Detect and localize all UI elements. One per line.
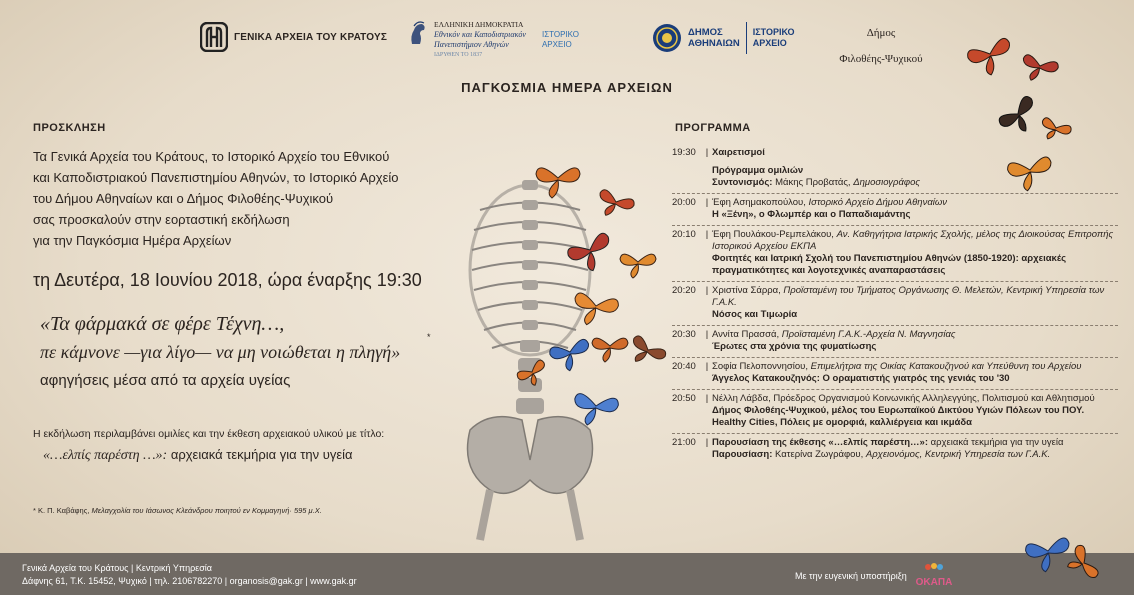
- logo-dimos-filothei-psychiko: [826, 20, 936, 72]
- invitation-line: και Καποδιστριακού Πανεπιστημίου Αθηνών, το Ιστορικό Αρχείο: [33, 170, 399, 185]
- program-speaker: [712, 229, 1118, 253]
- program-sub-role: Δημοσιογράφος: [853, 177, 921, 188]
- butterfly-icon: [997, 94, 1045, 140]
- uoa-founded: ΙΔΡΥΘΕΝ ΤΟ 1837: [434, 52, 483, 58]
- event-title: ΠΑΓΚΟΣΜΙΑ ΗΜΕΡΑ ΑΡΧΕΙΩΝ: [461, 80, 673, 95]
- uoa-archive-line1: ΙΣΤΟΡΙΚΟ: [541, 30, 579, 39]
- exhibition-presentation-desc: αρχειακά τεκμήρια για την υγεία: [930, 437, 1064, 448]
- program-sub-name: Κατερίνα Ζωγράφου,: [775, 449, 864, 460]
- program-separator: |: [705, 229, 709, 240]
- exhibition-title: [43, 447, 353, 464]
- program-item: [672, 282, 1118, 326]
- program-speaker: [712, 329, 1118, 341]
- da-archive-line1: ΙΣΤΟΡΙΚΟ: [752, 27, 795, 37]
- footnote-author: Κ. Π. Καβάφης,: [38, 506, 90, 515]
- program-talk: Δήμος Φιλοθέης-Ψυχικού, μέλος του Ευρωπαϊκού Δικτύου Υγιών Πόλεων του ΠΟΥ. Healthy Cities, Πόλεις με ομορφιά, καλλιέργεια και ικμάδα: [712, 405, 1085, 428]
- quote-footnote-mark: *: [427, 332, 431, 342]
- program-item: [672, 434, 1118, 465]
- butterfly-icon: [1018, 54, 1059, 86]
- gak-name: ΓΕΝΙΚΑ ΑΡΧΕΙΑ ΤΟΥ ΚΡΑΤΟΥΣ: [234, 31, 388, 43]
- okana-logo-text: ΟΚΑΠΑ: [915, 577, 953, 588]
- program-separator: |: [705, 361, 709, 372]
- butterfly-icon: [594, 188, 636, 223]
- program-separator: |: [705, 393, 709, 404]
- program-time: 20:10: [672, 229, 696, 240]
- exhibition-subtitle: αρχειακά τεκμήρια για την υγεία: [170, 447, 353, 462]
- program-separator: |: [705, 437, 709, 448]
- footnote-mark: *: [33, 506, 36, 515]
- program-talk: Φοιτητές και Ιατρική Σχολή του Πανεπιστημίου Αθηνών (1850-1920): αρχειακές πραγματικότητες και λογοτεχνικές αναπαραστάσεις: [712, 253, 1067, 276]
- speaker-name: Έφη Πουλάκου-Ρεμπελάκου,: [712, 229, 834, 240]
- program-separator: |: [705, 285, 709, 296]
- butterfly-icon: [966, 37, 1018, 80]
- speaker-name: Νέλλη Λάβδα,: [712, 393, 771, 404]
- program-time: 21:00: [672, 437, 696, 448]
- speaker-role: Πρόεδρος Οργανισμού Κοινωνικής Αλληλεγγύης, Πολιτισμού και Αθλητισμού: [773, 393, 1095, 404]
- program-sub-role: Αρχειονόμος, Κεντρική Υπηρεσία των Γ.Α.Κ.: [865, 449, 1051, 460]
- uoa-archive-line2: ΑΡΧΕΙΟ: [541, 40, 572, 49]
- speaker-name: Χριστίνα Σάρρα,: [712, 285, 781, 296]
- quote-line2: πε κάμνονε —για λίγο— να μη νοιώθεται η πληγή»: [40, 342, 401, 362]
- program-speaker: Χαιρετισμοί: [712, 147, 765, 158]
- gak-emblem-icon: [200, 22, 228, 52]
- footnote: [33, 506, 322, 515]
- butterfly-icon: [1007, 156, 1056, 193]
- da-line2: ΑΘΗΝΑΙΩΝ: [688, 38, 740, 49]
- speaker-name: Αννίτα Πρασσά,: [712, 329, 780, 340]
- okana-logo: [914, 561, 954, 591]
- program-item: [672, 390, 1118, 434]
- invitation-text: [33, 146, 463, 251]
- program-separator: |: [705, 147, 709, 158]
- athena-head-icon: [406, 20, 428, 46]
- invitation-line: για την Παγκόσμια Ημέρα Αρχείων: [33, 233, 232, 248]
- butterfly-icon: [1037, 117, 1072, 146]
- speaker-name: Έφη Ασημακοπούλου,: [712, 197, 806, 208]
- event-subtitle: αφηγήσεις μέσα από τα αρχεία υγείας: [40, 372, 291, 389]
- program-presentation: [672, 449, 1118, 461]
- invitation-line: του Δήμου Αθηναίων και ο Δήμος Φιλοθέης-Ψυχικού: [33, 191, 334, 206]
- logo-gak: [200, 22, 387, 52]
- exhibition-title-quote: «…ελπίς παρέστη …»:: [43, 448, 168, 463]
- program-talk: Η «Ξένη», ο Φλωμπέρ και ο Παπαδιαμάντης: [712, 209, 911, 220]
- program-separator: |: [705, 329, 709, 340]
- invitation-heading: ΠΡΟΣΚΛΗΣΗ: [33, 122, 106, 134]
- skeleton-pelvis: [468, 417, 593, 540]
- speaker-role: Αν. Καθηγήτρια Ιατρικής Σχολής, μέλος της Διοικούσας Επιτροπής Ιστορικού Αρχείου ΕΚΠΑ: [712, 229, 1114, 252]
- butterfly-icon: [566, 232, 619, 278]
- program-talk: Έρωτες στα χρόνια της φυματίωσης: [712, 341, 877, 352]
- program-time: 20:40: [672, 361, 696, 372]
- speaker-role: Επιμελήτρια της Οικίας Κατακουζηνού και Υπεύθυνη του Αρχείου: [810, 361, 1082, 372]
- skeleton-illustration: [410, 140, 690, 550]
- speaker-role: Προϊσταμένη του Τμήματος Οργάνωσης Θ. Μελετών, Κεντρική Υπηρεσία των Γ.Α.Κ.: [712, 285, 1105, 308]
- invitation-line: Τα Γενικά Αρχεία του Κράτους, το Ιστορικό Αρχείο του Εθνικού: [33, 149, 390, 164]
- butterflies-footer: [1024, 525, 1124, 585]
- program-time: 19:30: [672, 147, 696, 158]
- da-line1: ΔΗΜΟΣ: [688, 27, 723, 38]
- exhibition-presentation: Παρουσίαση της έκθεσης «…ελπίς παρέστη…»:: [712, 437, 928, 448]
- butterfly-icon: [1025, 537, 1074, 574]
- da-archive-line2: ΑΡΧΕΙΟ: [752, 38, 787, 48]
- program-separator: |: [705, 197, 709, 208]
- program-item: [672, 358, 1118, 390]
- program-speaker: [712, 437, 1118, 449]
- quote-line1: «Τα φάρμακά σε φέρε Τέχνη…,: [40, 313, 285, 335]
- program-sub-name: Μάκης Προβατάς,: [775, 177, 851, 188]
- logo-dimos-athinaion: [652, 22, 795, 54]
- exhibition-intro: Η εκδήλωση περιλαμβάνει ομιλίες και την έκθεση αρχειακού υλικού με τίτλο:: [33, 428, 385, 440]
- uoa-line2: Εθνικόν και Καποδιστριακόν: [434, 30, 526, 39]
- da-separator: [746, 22, 747, 54]
- butterflies-top-right: [960, 30, 1080, 200]
- program-speaker: [712, 393, 1118, 405]
- dfps-line1: Δήμος: [866, 27, 896, 39]
- dfps-line2: Φιλοθέης-Ψυχικού: [839, 53, 923, 65]
- program-speaker: [712, 361, 1118, 373]
- footer-line1: Γενικά Αρχεία του Κράτους | Κεντρική Υπηρεσία: [22, 563, 212, 573]
- program-talk: Άγγελος Κατακουζηνός: Ο οραματιστής γιατρός της γενιάς του '30: [712, 373, 1010, 384]
- speaker-role: Προϊσταμένη Γ.Α.Κ.-Αρχεία Ν. Μαγνησίας: [781, 329, 956, 340]
- program-talk: Νόσος και Τιμωρία: [712, 309, 798, 320]
- butterfly-icon: [624, 334, 667, 373]
- invitation-line: σας προσκαλούν στην εορταστική εκδήλωση: [33, 212, 290, 227]
- program-sub-label: Συντονισμός:: [712, 177, 773, 188]
- speaker-role: Ιστορικό Αρχείο Δήμου Αθηναίων: [808, 197, 947, 208]
- program-time: 20:00: [672, 197, 696, 208]
- program-speaker: [712, 285, 1118, 309]
- program-item: [672, 326, 1118, 358]
- footer-line2: Δάφνης 61, Τ.Κ. 15452, Ψυχικό | τηλ. 2106782270 | organosis@gak.gr | www.gak.gr: [22, 576, 357, 586]
- program-item: [672, 226, 1118, 282]
- athens-seal-icon: [652, 23, 682, 53]
- speaker-name: Σοφία Πελοποννησίου,: [712, 361, 808, 372]
- butterfly-icon: [592, 338, 628, 362]
- footnote-text: Μελαγχολία του Ιάσωνος Κλεάνδρου ποιητού εν Κομμαγηνή· 595 μ.Χ.: [91, 506, 322, 515]
- footer: [0, 553, 1134, 595]
- butterfly-icon: [620, 254, 656, 278]
- program-time: 20:30: [672, 329, 696, 340]
- program-time: 20:20: [672, 285, 696, 296]
- program-sub-label: Παρουσίαση:: [712, 449, 773, 460]
- program-heading: ΠΡΟΓΡΑΜΜΑ: [675, 122, 751, 134]
- uoa-line1: ΕΛΛΗΝΙΚΗ ΔΗΜΟΚΡΑΤΙΑ: [434, 20, 524, 29]
- uoa-line3: Πανεπιστήμιον Αθηνών: [434, 40, 509, 49]
- event-date: τη Δευτέρα, 18 Ιουνίου 2018, ώρα έναρξης 19:30: [33, 270, 422, 290]
- program-time: 20:50: [672, 393, 696, 404]
- logo-uoa: [406, 20, 579, 60]
- program-talk: Πρόγραμμα ομιλιών: [712, 165, 804, 176]
- footer-support-text: Με την ευγενική υποστήριξη: [795, 571, 907, 581]
